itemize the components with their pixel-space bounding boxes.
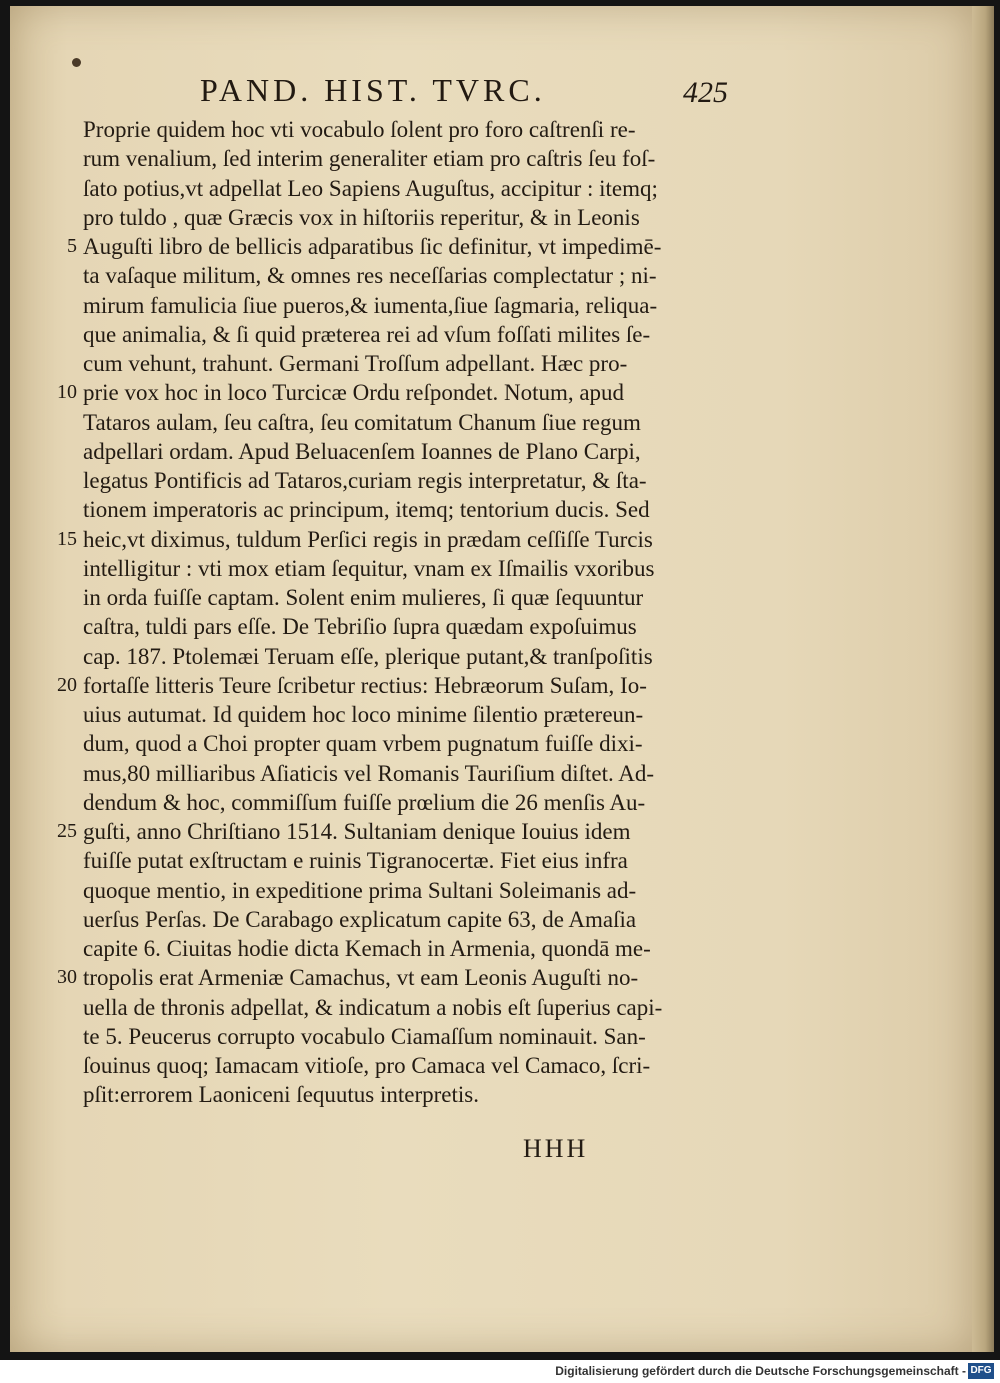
text-line — [83, 291, 743, 320]
text-line — [57, 378, 743, 407]
line-text: tropolis erat Armeniæ Camachus, vt eam Leonis Auguſti no- — [83, 965, 639, 991]
line-text: te 5. Peucerus corrupto vocabulo Ciamaſſum nominauit. San- — [83, 1023, 646, 1049]
line-text: pro tuldo , quæ Græcis vox in hiſtoriis reperitur, & in Leonis — [83, 204, 640, 230]
text-line — [83, 1080, 743, 1109]
text-line — [83, 349, 743, 378]
text-line — [83, 115, 743, 144]
text-line — [83, 729, 743, 758]
line-text: intelligitur : vti mox etiam ſequitur, vnam ex Iſmailis vxoribus — [83, 555, 655, 581]
text-line — [83, 495, 743, 524]
line-text: rum venalium, ſed interim generaliter etiam pro caſtris ſeu foſ- — [83, 146, 656, 172]
footer-bar — [0, 1360, 1000, 1383]
text-line — [67, 232, 743, 261]
line-text: cum vehunt, trahunt. Germani Troſſum adpellant. Hæc pro- — [83, 351, 628, 376]
text-line — [83, 583, 743, 612]
line-text: heic,vt diximus, tuldum Perſici regis in prædam ceſſiſſe Turcis — [83, 526, 653, 552]
text-line — [83, 934, 743, 963]
funding-note: Digitalisierung gefördert durch die Deutsche Forschungsgemeinschaft - — [555, 1364, 966, 1378]
body-text — [57, 115, 743, 1110]
line-text: caſtra, tuldi pars eſſe. De Tebriſio ſupra quædam expoſuimus — [83, 614, 637, 640]
line-number: 30 — [57, 966, 77, 989]
text-line — [83, 466, 743, 495]
line-text: capite 6. Ciuitas hodie dicta Kemach in Armenia, quondā me- — [83, 936, 651, 961]
text-line — [83, 612, 743, 641]
line-text: pſit:errorem Laoniceni ſequutus interpretis. — [83, 1082, 479, 1108]
line-text: uius autumat. Id quidem hoc loco minime ſilentio prætereun- — [83, 702, 644, 727]
line-text: quoque mentio, in expeditione prima Sultani Soleimanis ad- — [83, 877, 637, 903]
line-text: Proprie quidem hoc vti vocabulo ſolent pro foro caſtrenſi re- — [83, 117, 636, 142]
line-number: 20 — [57, 673, 77, 696]
line-text: ſato potius,vt adpellat Leo Sapiens Auguſtus, accipitur : itemq; — [83, 175, 658, 201]
line-text: fuiſſe putat exſtructam e ruinis Tigranocertæ. Fiet eius infra — [83, 848, 628, 874]
text-line — [83, 1022, 743, 1051]
line-text: dendum & hoc, commiſſum fuiſſe prœlium die 26 menſis Au- — [83, 789, 646, 815]
text-line — [83, 700, 743, 729]
text-line — [83, 788, 743, 817]
line-text: prie vox hoc in loco Turcicæ Ordu reſpondet. Notum, apud — [83, 380, 625, 406]
line-text: ſouinus quoq; Iamacam vitioſe, pro Camaca vel Camaco, ſcri- — [83, 1053, 651, 1078]
line-number: 10 — [57, 381, 77, 404]
text-line — [83, 642, 743, 671]
ink-spot — [72, 58, 81, 67]
text-line — [83, 174, 743, 203]
line-text: fortaſſe litteris Teure ſcribetur rectius: Hebræorum Suſam, Io- — [83, 672, 647, 698]
text-line — [83, 993, 743, 1022]
text-line — [83, 1051, 743, 1080]
line-number: 25 — [57, 820, 77, 842]
text-line — [83, 905, 743, 934]
text-line — [83, 408, 743, 437]
line-number: 5 — [67, 235, 77, 257]
text-line — [83, 846, 743, 875]
text-line — [57, 817, 743, 846]
line-text: in orda fuiſſe captam. Solent enim mulieres, ſi quæ ſequuntur — [83, 585, 644, 610]
line-text: que animalia, & ſi quid præterea rei ad vſum foſſati milites ſe- — [83, 321, 651, 347]
page-edge — [972, 6, 994, 1352]
line-number: 15 — [57, 527, 77, 550]
line-text: mirum famulicia ſiue pueros,& iumenta,ſiue ſagmaria, reliqua- — [83, 292, 658, 318]
text-line — [83, 203, 743, 232]
line-text: cap. 187. Ptolemæi Teruam eſſe, plerique putant,& tranſpoſitis — [83, 643, 653, 669]
text-line — [57, 525, 743, 554]
text-line — [83, 320, 743, 349]
text-line — [83, 759, 743, 788]
line-text: dum, quod a Choi propter quam vrbem pugnatum fuiſſe dixi- — [83, 731, 643, 757]
text-line — [83, 554, 743, 583]
line-text: ta vaſaque militum, & omnes res neceſſarias complectatur ; ni- — [83, 263, 657, 289]
text-line — [83, 261, 743, 290]
line-text: tionem imperatoris ac principum, itemq; tentorium ducis. Sed — [83, 497, 650, 523]
line-text: adpellari ordam. Apud Beluacenſem Ioannes de Plano Carpi, — [83, 438, 641, 464]
text-line — [83, 876, 743, 905]
line-text: Auguſti libro de bellicis adparatibus ſic definitur, vt impedimē- — [83, 234, 662, 259]
line-text: guſti, anno Chriſtiano 1514. Sultaniam denique Iouius idem — [83, 819, 631, 844]
text-line — [57, 671, 743, 700]
line-text: uerſus Perſas. De Carabago explicatum capite 63, de Amaſia — [83, 906, 637, 932]
line-text: legatus Pontificis ad Tataros,curiam regis interpretatur, & ſta- — [83, 468, 647, 493]
line-text: mus,80 milliaribus Aſiaticis vel Romanis Tauriſium diſtet. Ad- — [83, 760, 655, 786]
line-text: uella de thronis adpellat, & indicatum a nobis eſt ſuperius capi- — [83, 994, 663, 1020]
page-number: 425 — [683, 76, 728, 109]
dfg-logo[interactable]: DFG — [968, 1363, 994, 1379]
running-head: PAND. HIST. TVRC. — [200, 72, 546, 108]
text-line — [83, 144, 743, 173]
signature-mark: HHH — [523, 1134, 589, 1163]
text-line — [57, 963, 743, 992]
text-line — [83, 437, 743, 466]
line-text: Tataros aulam, ſeu caſtra, ſeu comitatum Chanum ſiue regum — [83, 409, 641, 435]
